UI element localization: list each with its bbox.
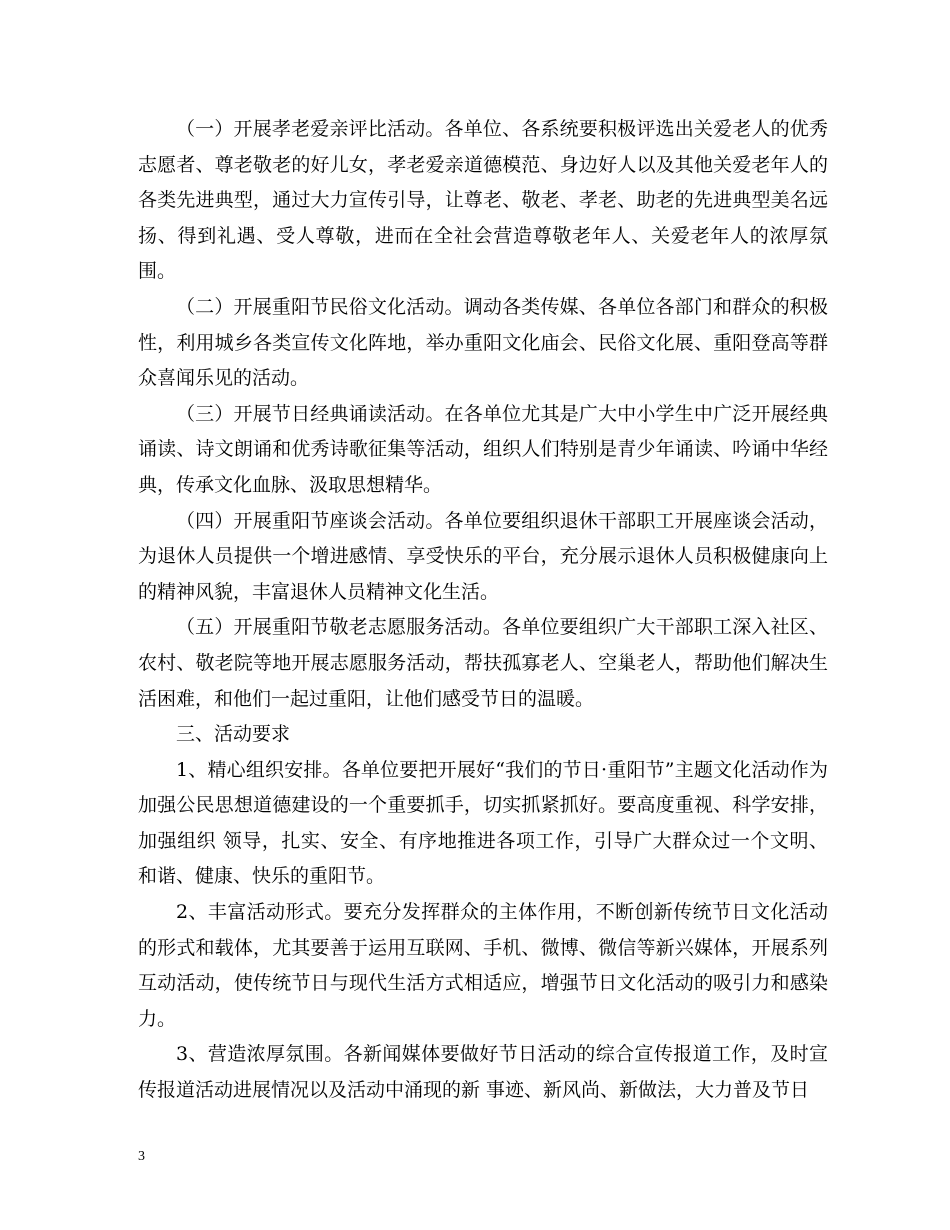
paragraph-activity-4: （四）开展重阳节座谈会活动。各单位要组织退休干部职工开展座谈会活动，为退休人员提供一个增进感情、享受快乐的平台，充分展示退休人员积极健康向上的精神风貌，丰富退休人员精神文化生活。 <box>138 509 828 603</box>
paragraph-requirement-3: 3、营造浓厚氛围。各新闻媒体要做好节日活动的综合宣传报道工作，及时宣传报道活动进展情况以及活动中涌现的新 事迹、新风尚、新做法，大力普及节日 <box>138 1043 828 1102</box>
paragraph-requirement-2: 2、丰富活动形式。要充分发挥群众的主体作用，不断创新传统节日文化活动的形式和载体，尤其要善于运用互联网、手机、微博、微信等新兴媒体，开展系列互动活动，使传统节日与现代生活方式相适应，增强节日文化活动的吸引力和感染力。 <box>138 901 828 1030</box>
paragraph-activity-2: （二）开展重阳节民俗文化活动。调动各类传媒、各单位各部门和群众的积极性，利用城乡各类宣传文化阵地，举办重阳文化庙会、民俗文化展、重阳登高等群众喜闻乐见的活动。 <box>138 295 828 390</box>
paragraph-requirement-1: 1、精心组织安排。各单位要把开展好“我们的节日·重阳节”主题文化活动作为加强公民思想道德建设的一个重要抓手，切实抓紧抓好。要高度重视、科学安排，加强组织 领导，扎实、安全、有序地推进各项工作，引导广大群众过一个文明、和谐、健康、快乐的重阳节。 <box>138 758 828 888</box>
paragraph-activity-3: （三）开展节日经典诵读活动。在各单位尤其是广大中小学生中广泛开展经典诵读、诗文朗诵和优秀诗歌征集等活动，组织人们特别是青少年诵读、吟诵中华经典，传承文化血脉、汲取思想精华。 <box>138 402 828 496</box>
paragraph-activity-1: （一）开展孝老爱亲评比活动。各单位、各系统要积极评选出关爱老人的优秀志愿者、尊老敬老的好儿女，孝老爱亲道德模范、身边好人以及其他关爱老年人的各类先进典型，通过大力宣传引导，让尊老、敬老、孝老、助老的先进典型美名远扬、得到礼遇、受人尊敬，进而在全社会营造尊敬老年人、关爱老年人的浓厚氛围。 <box>138 118 828 283</box>
document-body <box>138 112 828 1109</box>
page-number: 3 <box>138 1149 145 1164</box>
section-heading-requirements: 三、活动要求 <box>176 723 291 746</box>
paragraph-activity-5: （五）开展重阳节敬老志愿服务活动。各单位要组织广大干部职工深入社区、农村、敬老院等地开展志愿服务活动，帮扶孤寡老人、空巢老人，帮助他们解决生活困难，和他们一起过重阳，让他们感受节日的温暖。 <box>138 616 828 710</box>
